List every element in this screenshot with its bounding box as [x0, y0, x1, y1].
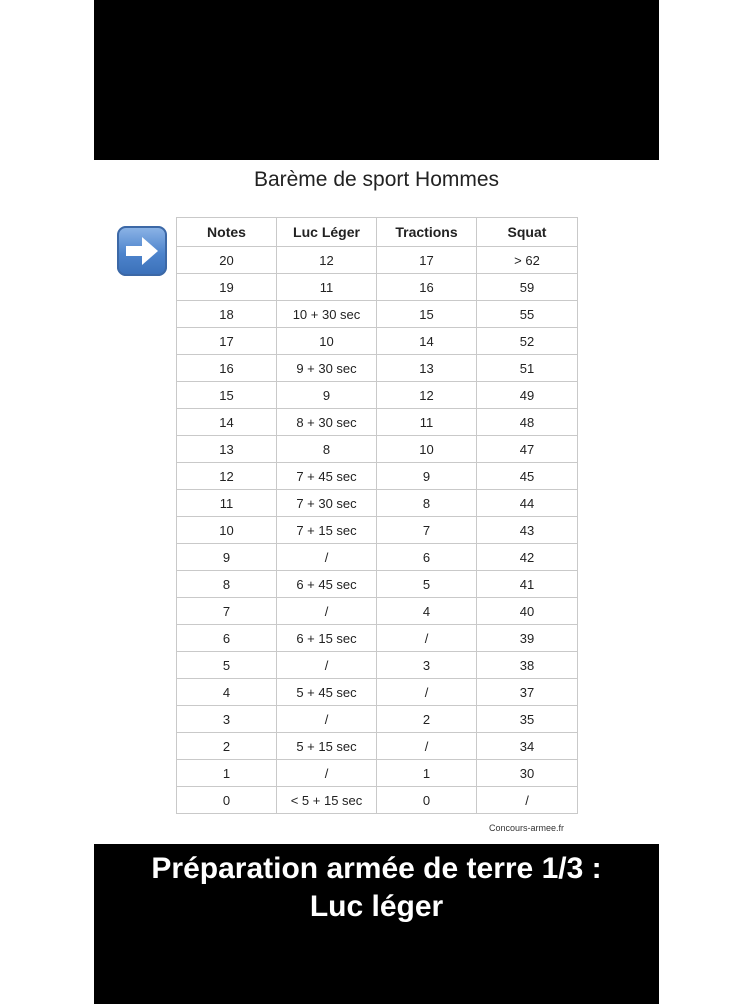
table-cell: 14 [377, 328, 477, 355]
table-row [177, 436, 578, 463]
table-cell: 35 [477, 706, 578, 733]
table-cell: 10 [177, 517, 277, 544]
table-row [177, 490, 578, 517]
table-row [177, 382, 578, 409]
table-cell: 8 [177, 571, 277, 598]
table-cell: 13 [177, 436, 277, 463]
top-black-bar [94, 0, 659, 160]
table-cell: / [377, 733, 477, 760]
table-cell: / [277, 598, 377, 625]
header-luc-leger: Luc Léger [277, 218, 377, 247]
table-cell: 3 [177, 706, 277, 733]
table-cell: 5 [377, 571, 477, 598]
table-row [177, 652, 578, 679]
table-row [177, 274, 578, 301]
table-cell: 40 [477, 598, 578, 625]
source-label: Concours-armee.fr [489, 823, 565, 833]
table-cell: 4 [177, 679, 277, 706]
table-cell: 2 [177, 733, 277, 760]
table-row [177, 517, 578, 544]
table-row [177, 544, 578, 571]
table-cell: / [277, 760, 377, 787]
table-cell: 16 [177, 355, 277, 382]
table-cell: 39 [477, 625, 578, 652]
table-cell: 10 [277, 328, 377, 355]
table-cell: 4 [377, 598, 477, 625]
table-cell: 49 [477, 382, 578, 409]
table-cell: / [477, 787, 578, 814]
table-cell: 0 [177, 787, 277, 814]
table-cell: 9 + 30 sec [277, 355, 377, 382]
table-cell: 20 [177, 247, 277, 274]
table-cell: 19 [177, 274, 277, 301]
table-row [177, 247, 578, 274]
table-cell: 34 [477, 733, 578, 760]
table-row [177, 301, 578, 328]
table-cell: 7 + 45 sec [277, 463, 377, 490]
table-cell: 9 [277, 382, 377, 409]
table-cell: / [277, 544, 377, 571]
table-cell: 52 [477, 328, 578, 355]
table-cell: 7 + 30 sec [277, 490, 377, 517]
table-cell: 42 [477, 544, 578, 571]
table-row [177, 679, 578, 706]
table-cell: 5 [177, 652, 277, 679]
table-cell: 12 [177, 463, 277, 490]
table-cell: 11 [177, 490, 277, 517]
table-cell: 3 [377, 652, 477, 679]
table-cell: 7 [377, 517, 477, 544]
table-cell: 1 [177, 760, 277, 787]
table-cell: 5 + 15 sec [277, 733, 377, 760]
table-cell: 15 [377, 301, 477, 328]
table-row [177, 787, 578, 814]
table-cell: 13 [377, 355, 477, 382]
table-cell: 11 [277, 274, 377, 301]
table-cell: / [277, 706, 377, 733]
table-cell: 0 [377, 787, 477, 814]
table-cell: 10 [377, 436, 477, 463]
table-cell: 30 [477, 760, 578, 787]
table-cell: 7 [177, 598, 277, 625]
table-cell: 6 + 45 sec [277, 571, 377, 598]
table-cell: 2 [377, 706, 477, 733]
table-cell: 18 [177, 301, 277, 328]
table-cell: 17 [377, 247, 477, 274]
table-cell: / [377, 679, 477, 706]
table-cell: 8 + 30 sec [277, 409, 377, 436]
table-cell: 1 [377, 760, 477, 787]
table-cell: > 62 [477, 247, 578, 274]
table-cell: 38 [477, 652, 578, 679]
table-cell: 7 + 15 sec [277, 517, 377, 544]
table-row [177, 733, 578, 760]
header-tractions: Tractions [377, 218, 477, 247]
table-cell: 51 [477, 355, 578, 382]
table-row [177, 760, 578, 787]
table-row [177, 571, 578, 598]
table-cell: 45 [477, 463, 578, 490]
table-cell: 59 [477, 274, 578, 301]
caption-line-1: Préparation armée de terre 1/3 : [151, 852, 602, 885]
caption-line-2: Luc léger [309, 890, 444, 923]
table-cell: 55 [477, 301, 578, 328]
table-cell: 14 [177, 409, 277, 436]
table-cell: 16 [377, 274, 477, 301]
header-notes: Notes [177, 218, 277, 247]
table-cell: 43 [477, 517, 578, 544]
table-cell: 17 [177, 328, 277, 355]
table-row [177, 706, 578, 733]
video-caption [0, 850, 753, 926]
table-cell: 47 [477, 436, 578, 463]
table-cell: 11 [377, 409, 477, 436]
table-header-row [177, 218, 578, 247]
table-row [177, 409, 578, 436]
table-cell: 12 [277, 247, 377, 274]
table-cell: 6 [377, 544, 477, 571]
table-row [177, 598, 578, 625]
table-cell: / [377, 625, 477, 652]
table-cell: 9 [377, 463, 477, 490]
table-cell: 8 [277, 436, 377, 463]
table-row [177, 625, 578, 652]
table-cell: 41 [477, 571, 578, 598]
table-cell: 9 [177, 544, 277, 571]
table-cell: 44 [477, 490, 578, 517]
right-arrow-icon [117, 226, 167, 276]
table-cell: 48 [477, 409, 578, 436]
table-row [177, 328, 578, 355]
table-cell: 6 + 15 sec [277, 625, 377, 652]
table-row [177, 463, 578, 490]
score-table [176, 217, 578, 814]
table-cell: 10 + 30 sec [277, 301, 377, 328]
table-cell: 6 [177, 625, 277, 652]
table-cell: < 5 + 15 sec [277, 787, 377, 814]
table-cell: / [277, 652, 377, 679]
page-title: Barème de sport Hommes [253, 168, 500, 191]
table-cell: 5 + 45 sec [277, 679, 377, 706]
table-body [177, 247, 578, 814]
table-cell: 15 [177, 382, 277, 409]
table-cell: 12 [377, 382, 477, 409]
table-cell: 37 [477, 679, 578, 706]
table-cell: 8 [377, 490, 477, 517]
table-row [177, 355, 578, 382]
header-squat: Squat [477, 218, 578, 247]
